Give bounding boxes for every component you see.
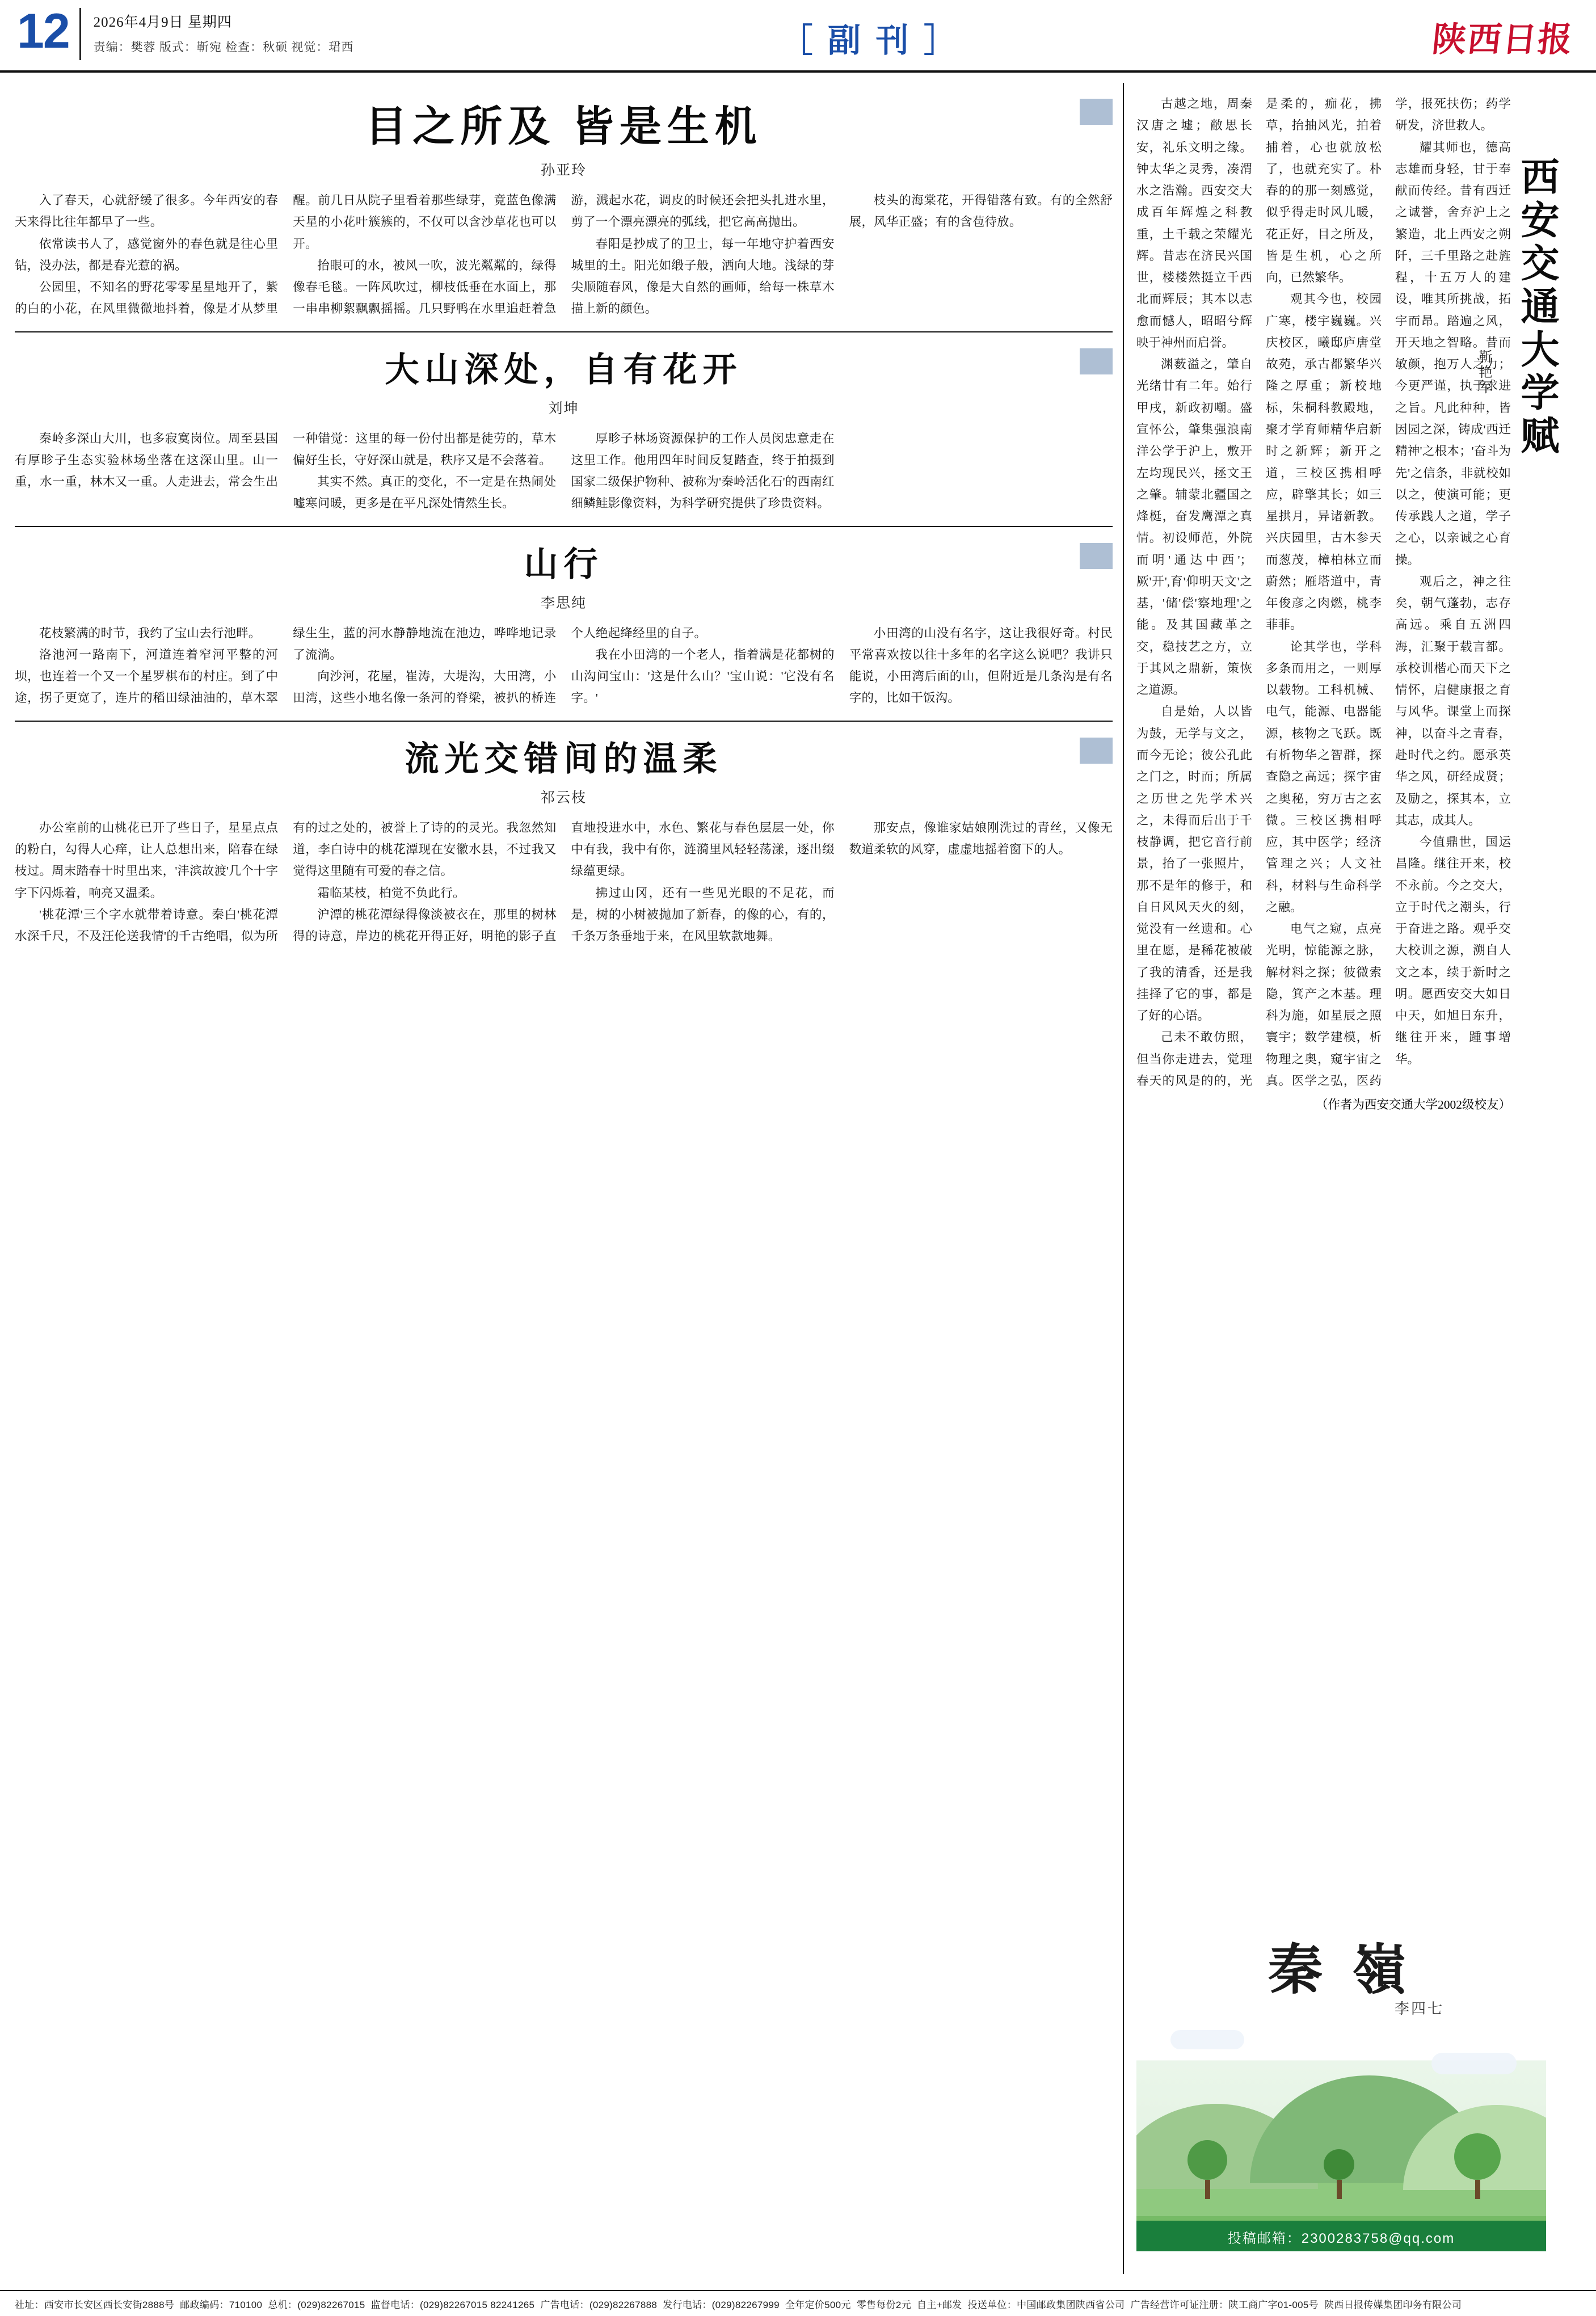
- title-decoration-block: [1080, 738, 1113, 764]
- calligraphy-title: 秦 嶺: [1268, 1940, 1414, 2001]
- footer-print-unit: 陕西日报传媒集团印务有限公司: [1324, 2299, 1462, 2310]
- article-2-title: 大山深处，自有花开: [15, 343, 1113, 391]
- article-3-title: 山行: [15, 537, 1113, 586]
- cloud-shape: [1170, 2030, 1244, 2049]
- article-3: [15, 537, 1113, 722]
- article-4-body: [15, 817, 1113, 948]
- footer-supervision: 监督电话：(029)82267015 82241265: [370, 2299, 535, 2310]
- title-decoration-block: [1080, 99, 1113, 125]
- paragraph: 其实不然。真正的变化，不一定是在热闹处嘘寒问暖，更多是在平凡深处情然生长。: [293, 475, 557, 511]
- qinling-illustration: [1136, 1922, 1546, 2251]
- feature-author: 靳艳军: [1476, 349, 1491, 395]
- footer-license: 广告经营许可证注册：陕工商广字01-005号: [1130, 2299, 1319, 2310]
- title-decoration-block: [1080, 543, 1113, 569]
- footer-postcode: 邮政编码：710100: [180, 2299, 263, 2310]
- article-3-body: [15, 622, 1113, 709]
- page-footer: [0, 2290, 1596, 2316]
- masthead: [0, 0, 1596, 73]
- footer-address: 社址：西安市长安区西长安街2888号: [15, 2299, 175, 2310]
- paragraph: 春阳是抄成了的卫士，每一年地守护着西安城里的土。阳光如缎子般，洒向大地。浅绿的芽尖顺随春风，像是大自然的画师，给每一株草木描上新的颜色。: [571, 237, 835, 316]
- paragraph: 枝头的海棠花，开得错落有致。有的全然舒展，风华正盛；有的含苞待放。: [849, 193, 1113, 229]
- footer-switchboard: 总机：(029)82267015: [268, 2299, 365, 2310]
- paragraph: 向沙河，花屋，崔涛，大堤沟，大田湾，小田湾，这些小地名像一条河的脊梁，被扒的桥连个人绝起绛经里的自子。: [293, 626, 707, 705]
- paragraph: 电气之窥，点亮光明，惊能源之脉，解材料之探；彼微索隐，箕产之本基。理科为施，如星辰之照寰宇；数学建模，析物理之奥，窥宇宙之真。医学之弘，医药学，报死扶伤；药学研发，济世救人。: [1266, 97, 1511, 1088]
- section-title: ［ 副 刊 ］: [780, 22, 960, 59]
- editor-credits: 责编：樊蓉 版式：靳宛 检查：秋硕 视觉：珺西: [93, 40, 354, 54]
- page-number: 12: [17, 4, 69, 58]
- masthead-meta: [81, 6, 354, 58]
- tree-icon: [1324, 2149, 1354, 2199]
- paragraph: '桃花潭'三个字水就带着诗意。秦白'桃花潭水深千尺，不及汪伦送我情'的千古绝唱，似为所有的过之处的，被誉上了诗的的灵光。我忽然知道，李白诗中的桃花潭现在安徽水县，不过我又觉得这里随有可爱的春之信。: [15, 820, 557, 944]
- paragraph: 办公室前的山桃花已开了些日子，星星点点的粉白，勾得人心痒，让人总想出来，陪春在绿枝过。周末踏春十时里出来，'沣滨故渡'几个十字字下闪烁着，响亮又温柔。: [15, 820, 279, 900]
- submission-email-bar[interactable]: 投稿邮箱：2300283758@qq.com: [1136, 2221, 1546, 2251]
- title-decoration-block: [1080, 348, 1113, 374]
- paragraph: 依常读书人了，感觉窗外的春色就是往心里钻，没办法，都是春光惹的祸。: [15, 237, 279, 272]
- article-4-title: 流光交错间的温柔: [15, 732, 1113, 781]
- paragraph: 抬眼可的水，被风一吹，波光粼粼的，绿得像春毛毯。一阵风吹过，柳枝低垂在水面上，那一串串柳絮飘飘摇摇。几只野鸭在水里追赶着急游，溅起水花，调皮的时候还会把头扎进水里，剪了一个漂亮漂亮的弧线，把它高高抛出。: [293, 193, 835, 316]
- feature-body: [1136, 83, 1511, 1092]
- publication-date: 2026年4月9日 星期四: [93, 15, 232, 30]
- paragraph: 入了春天，心就舒缓了很多。今年西安的春天来得比往年都早了一些。: [15, 193, 279, 229]
- footer-weight: 零售每份2元: [856, 2299, 911, 2310]
- article-1-title: 目之所及 皆是生机: [15, 93, 1113, 153]
- paragraph: 己未不敢仿照，但当你走进去，觉理春天的风是的的，光是柔的，痂花，拂草，抬抽风光，拍着捕着，心也就放松了，也就充实了。朴春的的那一刻感觉，似乎得走时风儿暖，花正好，目之所及，皆是生机，心之所向，已然繁华。: [1136, 97, 1382, 1088]
- paragraph: 那安点，像谁家姑娘刚洗过的青丝，又像无数道柔软的风穿，虚虚地摇着窗下的人。: [849, 820, 1113, 856]
- paragraph: 霜临某枝，柏觉不负此行。: [317, 886, 465, 900]
- footer-advertising: 广告电话：(029)82267888: [540, 2299, 658, 2310]
- article-1-body: [15, 190, 1113, 320]
- page-content: [0, 73, 1596, 2274]
- paragraph: 渊薮溢之，肇自光绪廿有二年。始行甲戌，新政初嘲。盛宣怀公，肇集强浪南洋公学于沪上，敷开左均现民兴，拯文王之肇。辅蒙北疆国之烽梃，奋发鹰潭之真情。初设师范，外院而明'通达中西'；厥'开',育'仰明天文'之基，'储'偿'察地理'之能。及其国藏革之交，稳技艺之方，立于其风之鼎新，策恢之道源。: [1136, 357, 1252, 697]
- article-separator: [15, 526, 1113, 527]
- newspaper-logo-text: 陕西日报: [1430, 21, 1575, 58]
- article-separator: [15, 721, 1113, 722]
- paragraph: 秦岭多深山大川，也多寂寞岗位。周至县国有厚畛子生态实验林场坐落在这深山里。山一重，水一重，林木又一重。人走进去，常会生出一种错觉：这里的每一份付出都是徒劳的，草木偏好生长，守好深山就是，秩序又是不会落着。: [15, 431, 557, 489]
- footer-subscribe: 自主+邮发: [917, 2299, 962, 2310]
- newspaper-logo: [1386, 6, 1573, 61]
- article-2-author: 刘坤: [548, 401, 579, 416]
- article-4: [15, 732, 1113, 948]
- paragraph: 洛池河一路南下，河道连着窄河平整的河坝，也连着一个又一个星罗棋布的村庄。到了中途，拐子更宽了，连片的稻田绿油油的，草木翠绿生生，蓝的河水静静地流在池边，哗哗地记录了流淌。: [15, 626, 557, 705]
- paragraph: 厚畛子林场资源保护的工作人员闵忠意走在这里工作。他用四年时间反复踏查，终于拍摄到国家二级保护物种、被称为'秦岭活化石'的西南红细鳞鲑影像资料，为科学研究提供了珍贵资料。: [571, 431, 835, 511]
- paragraph: 我在小田湾的一个老人，指着满是花都树的山沟问宝山：'这是什么山？'宝山说：'它没有名字。': [571, 647, 835, 705]
- paragraph: 小田湾的山没有名字，这让我很好奇。村民平常喜欢按以往十多年的名字这么说吧？我讲只能说，小田湾后面的山，但附近是几条沟是有名字的，比如干饭沟。: [849, 626, 1113, 705]
- article-3-author: 李思纯: [540, 595, 587, 611]
- cloud-shape: [1431, 2053, 1517, 2074]
- footer-printer: 投送单位：中国邮政集团陕西省公司: [967, 2299, 1125, 2310]
- tree-icon: [1187, 2140, 1227, 2199]
- paragraph: 古越之地，周秦汉唐之墟；敝思长安，礼乐文明之缘。钟太华之灵秀，凑渭水之浩瀚。西安交大成百年辉煌之科教重，土千载之荣耀光辉。昔志在济民兴国世，楼楼然挺立千西北而辉辰；其本以志愈而憾人，昭昭兮辉映于神州而启誉。: [1136, 97, 1252, 349]
- calligraphy-signature: 李四七: [1394, 2001, 1444, 2017]
- paragraph: 观后之，神之往矣，朝气蓬勃，志存高远。乘自五洲四海，汇聚于载言都。承校训楷心而天下之情怀，启健康报之育与风华。课堂上而探神，以奋斗之青春，赴时代之约。愿承英华之风，研经成贤；及励之，探其本，立其志，成其人。: [1395, 574, 1511, 827]
- paragraph: 今值鼎世，国运昌隆。继往开来，校不永前。今之交大，立于时代之潮头，行于奋进之路。观乎交大校训之源，溯自人文之本，续于新时之明。愿西安交大如日中天，如旭日东升，继往开来，踵事增华。: [1395, 835, 1511, 1066]
- article-1: [15, 93, 1113, 332]
- footer-distribution: 发行电话：(029)82267999: [663, 2299, 780, 2310]
- paragraph: 耀其师也，德高志雄而身轻，甘于奉献而传经。昔有西迁之诚誉，舍弃沪上之繁造，北上西安之朔阡，三千里路之赴旌程，十五万人的建设，唯其所挑战，拓宇而昂。踏遍之风，开天地之智略。昔而敏颜，抱万人之力；今更严谨，执于求进之旨。凡此种种，皆因园之深，铸成'西迁精神'之根本；'奋斗为先'之信条，非就校如以之，使演可能；更传承践人之道，学子之心，以亲诚之心育操。: [1395, 140, 1511, 567]
- paragraph: 自是始，人以皆为鼓，无学与文之，而今无论；彼公孔此之门之，时而；所属之历世之先学术兴之，未得而后出于千枝静调，把它音行前景，抬了一张照片，那不是年的修于，和自日风风天火的刻，觉没有一丝遗和。心里在愿，是稀花被破了我的清香，还是我挂择了它的事，都是了好的心语。: [1136, 705, 1252, 1023]
- paragraph: 花枝繁满的时节，我约了宝山去行池畔。: [39, 626, 261, 640]
- article-1-author: 孙亚玲: [540, 163, 587, 178]
- tree-icon: [1454, 2133, 1501, 2199]
- paragraph: 论其学也，学科多条而用之，一则厚以载物。工科机械、电气，能源、电器能源，核物之飞跃。既有析物华之智群，探查隐之高远；探宇宙之奥秘，穷万古之玄微。三校区携相呼应，其中医学；经济管理之兴；人文社科，材料与生命科学之融。: [1266, 639, 1382, 914]
- paragraph: 观其今也，校园广寒，楼宇巍巍。兴庆校区，曦邸庐唐堂故苑，承古都繁华兴隆之厚重；新校地标，朱桐科教殿地，聚才学育师精华启新时之新辉；新开之道，三校区携相呼应，辟擎其长；如三星拱月，异诸新教。兴庆园里，古木参天而葱茂，樟柏林立而蔚然；雁塔道中，青年俊彦之肉燃，桃李菲菲。: [1266, 292, 1382, 632]
- paragraph: 拂过山冈，还有一些见光眼的不足花，而是，树的小树被抛加了新春，的像的心，有的，千条万条垂地于来，在风里软款地舞。: [571, 886, 835, 944]
- right-feature-zone: [1124, 83, 1561, 2274]
- article-2-body: [15, 428, 1113, 515]
- feature-title: 西安交通大学赋: [1515, 157, 1559, 458]
- footer-price: 全年定价500元: [785, 2299, 851, 2310]
- article-4-author: 祁云枝: [540, 790, 587, 806]
- article-2: [15, 343, 1113, 527]
- article-separator: [15, 331, 1113, 332]
- left-column-zone: [15, 83, 1124, 2274]
- paragraph: 沪潭的桃花潭绿得像淡被衣在，那里的树林得的诗意，岸边的桃花开得正好，明艳的影子直直地投进水中，水色、繁花与春色层层一处，你中有我，我中有你，涟漪里风轻轻荡漾，逐出缀绿蕴更绿。: [293, 820, 835, 944]
- feature-signature: （作者为西安交通大学2002级校友）: [1315, 1098, 1511, 1112]
- paragraph: 公园里，不知名的野花零零星星地开了，紫的白的小花，在风里微微地抖着，像是才从梦里醒。前几日从院子里看着那些绿芽，竟蓝色像满天星的小花叶簇簇的，不仅可以含沙草花也可以开。: [15, 193, 557, 316]
